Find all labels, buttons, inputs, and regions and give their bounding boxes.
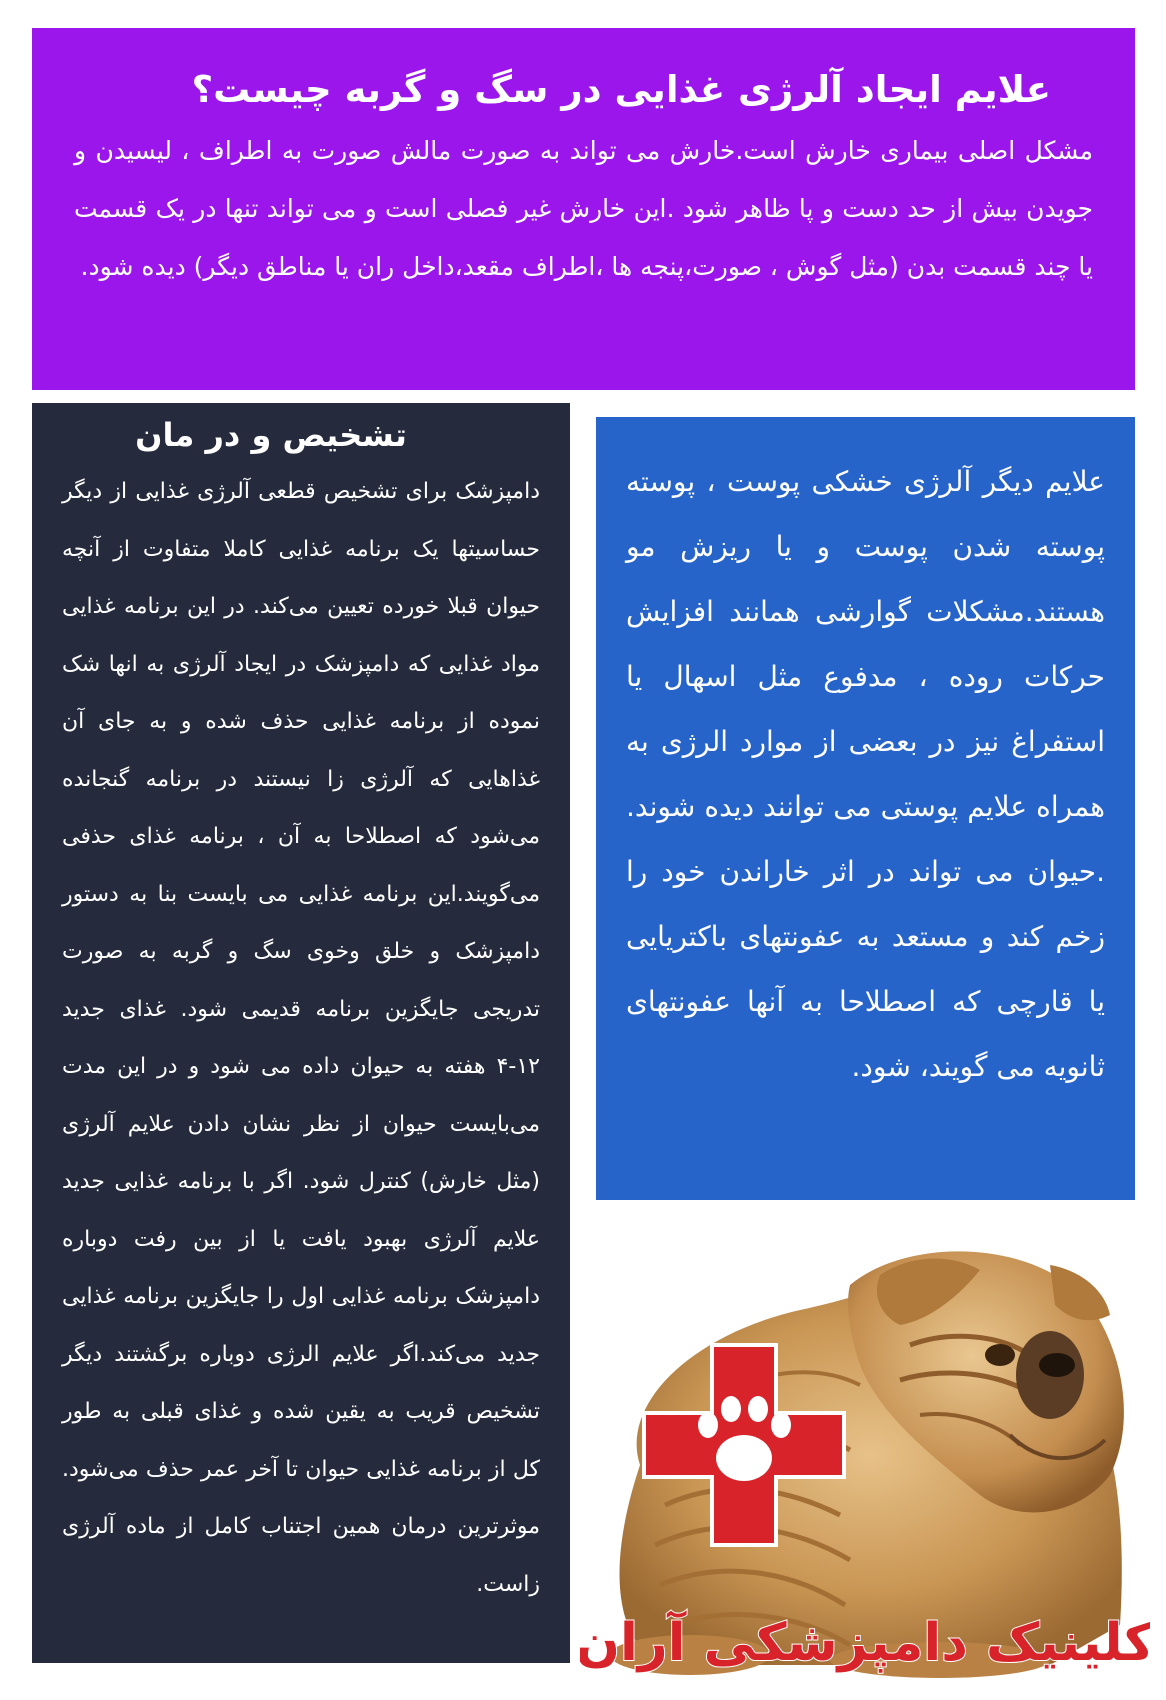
clinic-logo-dog-image xyxy=(580,1215,1150,1685)
symptoms-intro-panel xyxy=(32,28,1135,390)
clinic-name-text: کلینیک دامپزشکی آران xyxy=(580,1613,1150,1673)
symptoms-title: علایم ایجاد آلرژی غذایی در سگ و گربه چیست؟ xyxy=(191,68,1051,111)
diagnosis-treatment-panel xyxy=(32,403,570,1663)
other-symptoms-panel xyxy=(596,417,1135,1200)
other-symptoms-paragraph: علایم دیگر آلرژی خشکی پوست ، پوسته پوسته شدن پوست و یا ریزش مو هستند.مشکلات گوارشی همانند افزایش حرکات روده ، مدفوع مثل اسهال یا استفراغ نیز در بعضی از موارد الرژی به همراه علایم پوستی می توانند دیده شوند. .حیوان می تواند در اثر خاراندن خود را زخم کند و مستعد به عفونتهای باکتریایی یا قارچی که اصطلاحا به آنها عفونتهای ثانویه می گویند، شود. xyxy=(626,465,1105,1083)
diagnosis-paragraph: دامپزشک برای تشخیص قطعی آلرژی غذایی از دیگر حساسیتها یک برنامه غذایی کاملا متفاوت از آنچه حیوان قبلا خورده تعیین می‌کند. در این برنامه غذایی مواد غذایی که دامپزشک در ایجاد آلرژی به انها شک نموده از برنامه غذایی حذف شده و به جای آن غذاهایی که آلرژی زا نیستند در برنامه گنجانده می‌شود که اصطلاحا به آن ، برنامه غذای حذفی می‌گویند.این برنامه غذایی می بایست بنا به دستور دامپزشک و خلق وخوی سگ و گربه به صورت تدریجی جایگزین برنامه قدیمی شود. غذای جدید ۱۲-۴ هفته به حیوان داده می شود و در این مدت می‌بایست حیوان از نظر نشان دادن علایم آلرژی (مثل خارش) کنترل شود. اگر با برنامه غذایی جدید علایم آلرژی بهبود یافت یا از بین رفت دوباره دامپزشک برنامه غذایی اول را جایگزین برنامه غذایی جدید می‌کند.اگر علایم الرژی دوباره برگشتند دیگر تشخیص قریب به یقین شده و غذای قبلی به طور کل از برنامه غذایی حیوان تا آخر عمر حذف می‌شود. موثرترین درمان همین اجتناب کامل از ماده آلرژی زاست. xyxy=(62,479,540,1597)
diagnosis-title: تشخیص و در مان xyxy=(135,416,407,454)
symptoms-paragraph: مشکل اصلی بیماری خارش است.خارش می تواند به صورت مالش صورت به اطراف ، لیسیدن و جویدن بیش از حد دست و پا ظاهر شود .این خارش غیر فصلی است و می تواند تنها در یک قسمت یا چند قسمت بدن (مثل گوش ، صورت،پنجه ها ،اطراف مقعد،داخل ران یا مناطق دیگر) دیده شود. xyxy=(74,136,1093,282)
